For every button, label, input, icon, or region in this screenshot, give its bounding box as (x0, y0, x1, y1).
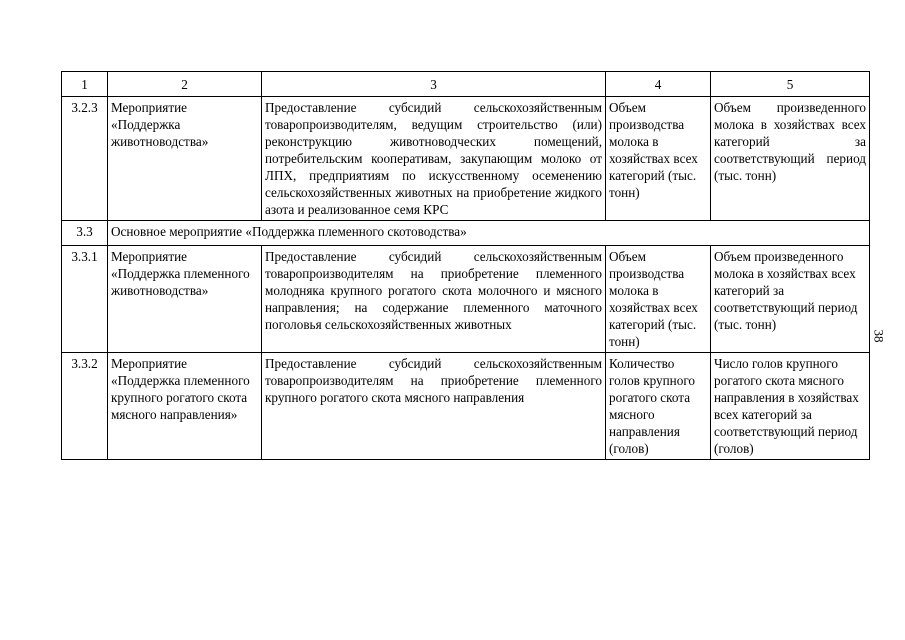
section-row (62, 221, 870, 246)
page-number: 38 (871, 329, 887, 343)
header-col-5: 5 (711, 72, 870, 97)
header-col-4: 4 (606, 72, 711, 97)
event-description: Предоставление субсидий сельскохозяйственным товаропроизводителям на приобретение племенного крупного рогатого скота мясного направления (262, 353, 606, 460)
section-title: Основное мероприятие «Поддержка племенного скотоводства» (108, 221, 870, 246)
table-row (62, 353, 870, 460)
row-number: 3.3 (62, 221, 108, 246)
indicator-name: Объем производства молока в хозяйствах всех категорий (тыс. тонн) (606, 97, 711, 221)
indicator-definition: Объем произведенного молока в хозяйствах всех категорий за соответствующий период (тыс. тонн) (711, 97, 870, 221)
event-name: Мероприятие «Поддержка племенного крупного рогатого скота мясного направления» (108, 353, 262, 460)
event-description: Предоставление субсидий сельскохозяйственным товаропроизводителям, ведущим строительство (или) реконструкцию животноводческих помещений, потребительским кооперативам, закупающим молоко от ЛПХ, предприятиям по искусственному осеменению сельскохозяйственных животных на приобретение жидкого азота и реализованное семя КРС (262, 97, 606, 221)
event-description: Предоставление субсидий сельскохозяйственным товаропроизводителям на приобретение племенного молодняка крупного рогатого скота молочного и мясного направления; на содержание племенного маточного поголовья сельскохозяйственных животных (262, 246, 606, 353)
header-col-1: 1 (62, 72, 108, 97)
indicator-definition: Объем произведенного молока в хозяйствах всех категорий за соответствующий период (тыс. тонн) (711, 246, 870, 353)
header-row (62, 72, 870, 97)
row-number: 3.3.1 (62, 246, 108, 353)
program-table (61, 71, 870, 460)
indicator-definition: Число голов крупного рогатого скота мясного направления в хозяйствах всех категорий за соответствующий период (голов) (711, 353, 870, 460)
header-col-2: 2 (108, 72, 262, 97)
indicator-name: Объем производства молока в хозяйствах всех категорий (тыс. тонн) (606, 246, 711, 353)
row-number: 3.2.3 (62, 97, 108, 221)
table-row (62, 246, 870, 353)
row-number: 3.3.2 (62, 353, 108, 460)
event-name: Мероприятие «Поддержка племенного животноводства» (108, 246, 262, 353)
event-name: Мероприятие «Поддержка животноводства» (108, 97, 262, 221)
header-col-3: 3 (262, 72, 606, 97)
table-row (62, 97, 870, 221)
indicator-name: Количество голов крупного рогатого скота мясного направления (голов) (606, 353, 711, 460)
